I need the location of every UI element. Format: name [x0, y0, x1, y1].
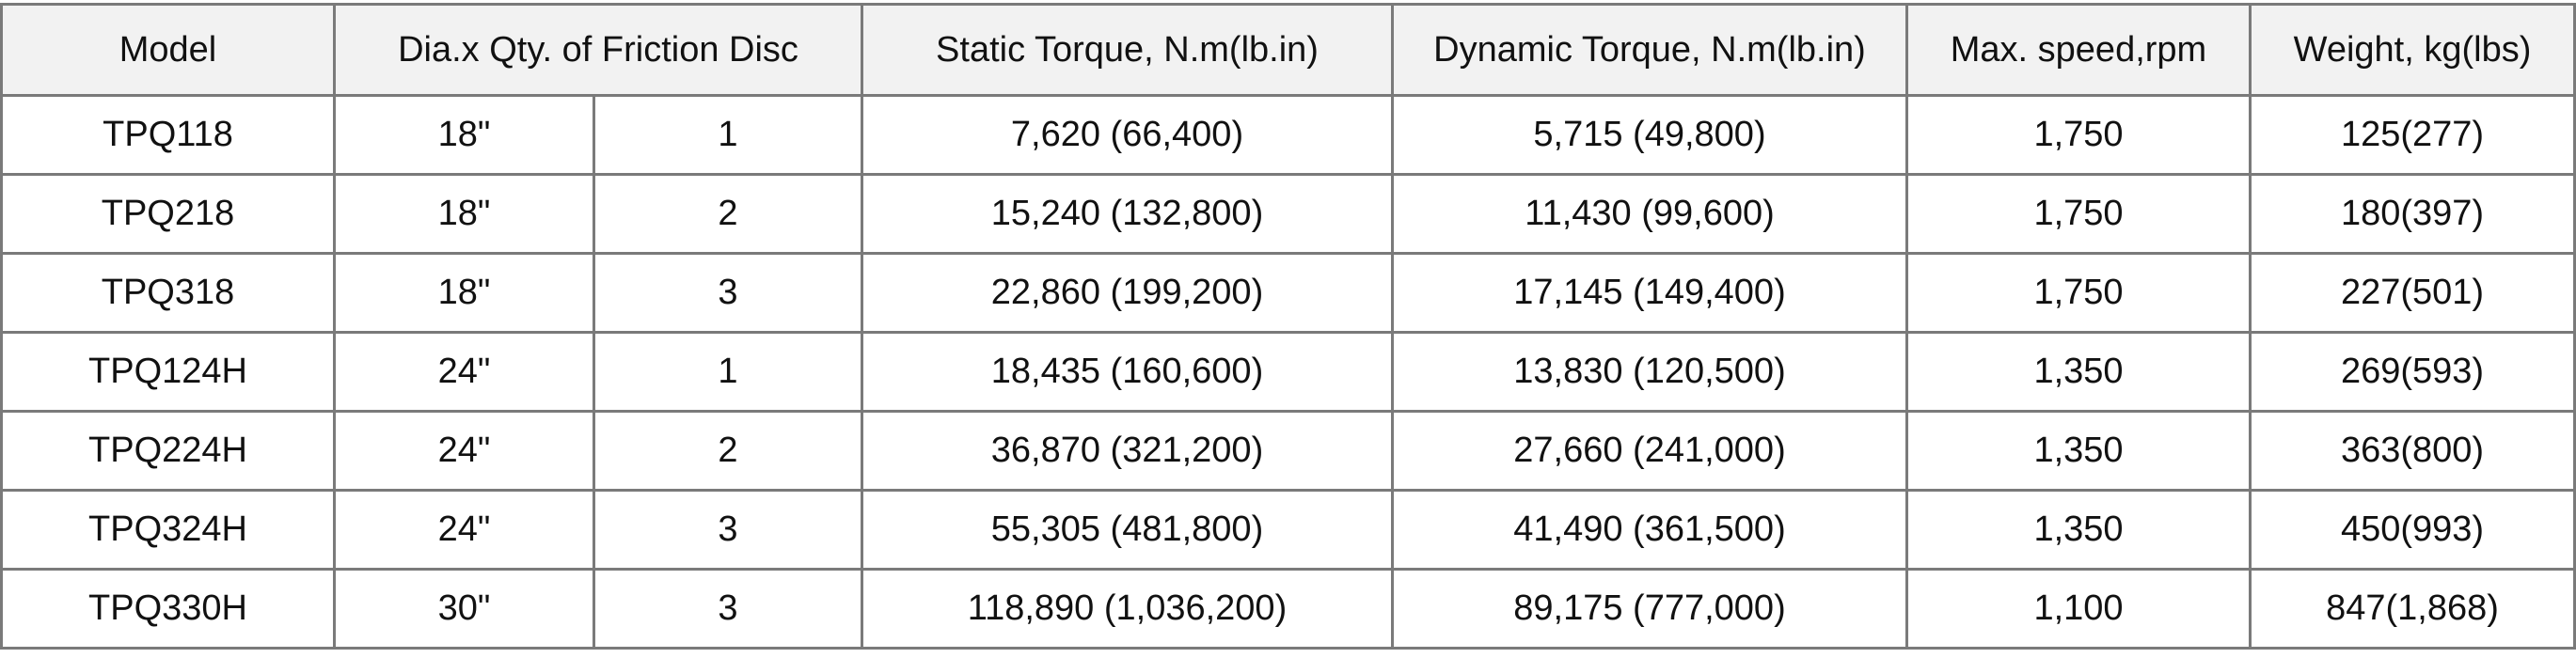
cell-max-speed: 1,750	[1907, 254, 2251, 333]
table-body	[2, 96, 2575, 649]
header-static-torque: Static Torque, N.m(lb.in)	[862, 5, 1393, 96]
cell-model: TPQ324H	[2, 491, 335, 570]
cell-static-torque: 118,890 (1,036,200)	[862, 570, 1393, 649]
cell-dynamic-torque: 17,145 (149,400)	[1393, 254, 1907, 333]
table-row	[2, 96, 2575, 175]
cell-dynamic-torque: 11,430 (99,600)	[1393, 175, 1907, 254]
table-row	[2, 491, 2575, 570]
cell-max-speed: 1,750	[1907, 96, 2251, 175]
cell-dynamic-torque: 27,660 (241,000)	[1393, 412, 1907, 491]
cell-disc-diameter: 18"	[335, 96, 594, 175]
cell-disc-diameter: 24"	[335, 412, 594, 491]
header-row	[2, 5, 2575, 96]
cell-max-speed: 1,750	[1907, 175, 2251, 254]
cell-disc-diameter: 18"	[335, 254, 594, 333]
cell-model: TPQ118	[2, 96, 335, 175]
cell-dynamic-torque: 13,830 (120,500)	[1393, 333, 1907, 412]
cell-weight: 363(800)	[2251, 412, 2575, 491]
cell-disc-quantity: 3	[594, 570, 862, 649]
header-friction-disc: Dia.x Qty. of Friction Disc	[335, 5, 862, 96]
table-row	[2, 254, 2575, 333]
header-model: Model	[2, 5, 335, 96]
cell-disc-quantity: 2	[594, 175, 862, 254]
cell-disc-quantity: 2	[594, 412, 862, 491]
table-row	[2, 175, 2575, 254]
cell-disc-quantity: 1	[594, 333, 862, 412]
cell-disc-diameter: 18"	[335, 175, 594, 254]
cell-static-torque: 55,305 (481,800)	[862, 491, 1393, 570]
cell-static-torque: 15,240 (132,800)	[862, 175, 1393, 254]
cell-max-speed: 1,350	[1907, 412, 2251, 491]
cell-weight: 125(277)	[2251, 96, 2575, 175]
cell-weight: 227(501)	[2251, 254, 2575, 333]
cell-model: TPQ318	[2, 254, 335, 333]
cell-model: TPQ224H	[2, 412, 335, 491]
table-header	[2, 5, 2575, 96]
cell-weight: 180(397)	[2251, 175, 2575, 254]
cell-static-torque: 7,620 (66,400)	[862, 96, 1393, 175]
cell-dynamic-torque: 41,490 (361,500)	[1393, 491, 1907, 570]
cell-dynamic-torque: 5,715 (49,800)	[1393, 96, 1907, 175]
cell-max-speed: 1,350	[1907, 491, 2251, 570]
cell-disc-quantity: 3	[594, 491, 862, 570]
header-weight: Weight, kg(lbs)	[2251, 5, 2575, 96]
cell-dynamic-torque: 89,175 (777,000)	[1393, 570, 1907, 649]
cell-max-speed: 1,350	[1907, 333, 2251, 412]
table-row	[2, 333, 2575, 412]
cell-model: TPQ330H	[2, 570, 335, 649]
cell-model: TPQ218	[2, 175, 335, 254]
header-dynamic-torque: Dynamic Torque, N.m(lb.in)	[1393, 5, 1907, 96]
cell-model: TPQ124H	[2, 333, 335, 412]
table-row	[2, 570, 2575, 649]
header-max-speed: Max. speed,rpm	[1907, 5, 2251, 96]
cell-disc-quantity: 1	[594, 96, 862, 175]
cell-static-torque: 18,435 (160,600)	[862, 333, 1393, 412]
cell-disc-diameter: 30"	[335, 570, 594, 649]
cell-disc-diameter: 24"	[335, 333, 594, 412]
cell-weight: 269(593)	[2251, 333, 2575, 412]
table-row	[2, 412, 2575, 491]
cell-weight: 450(993)	[2251, 491, 2575, 570]
cell-disc-diameter: 24"	[335, 491, 594, 570]
cell-static-torque: 36,870 (321,200)	[862, 412, 1393, 491]
cell-disc-quantity: 3	[594, 254, 862, 333]
spec-table	[0, 3, 2576, 650]
cell-max-speed: 1,100	[1907, 570, 2251, 649]
cell-static-torque: 22,860 (199,200)	[862, 254, 1393, 333]
cell-weight: 847(1,868)	[2251, 570, 2575, 649]
